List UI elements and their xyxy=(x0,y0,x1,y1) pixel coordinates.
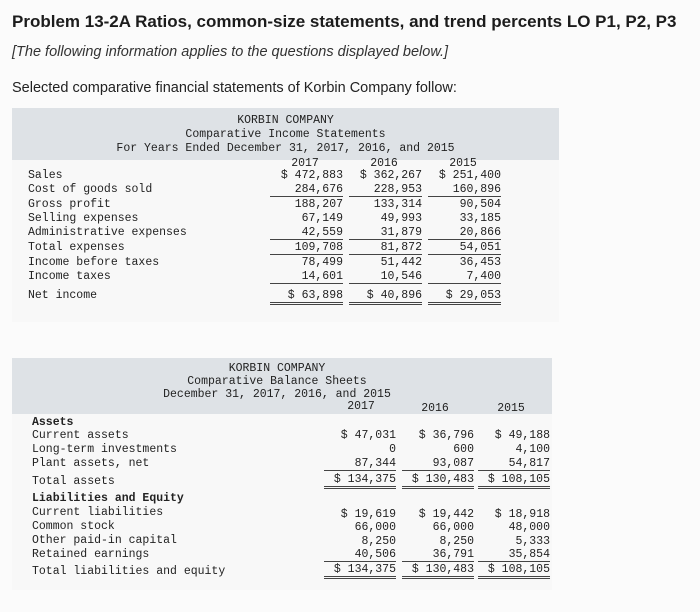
balance-cell: 4,100 xyxy=(515,443,550,456)
problem-note: [The following information applies to the questions displayed below.] xyxy=(12,44,449,60)
balance-cell: 87,344 xyxy=(324,457,396,471)
balance-cell: $ 130,483 xyxy=(402,473,474,489)
income-cell: 67,149 xyxy=(301,212,343,225)
income-cell: $ 251,400 xyxy=(438,169,501,182)
income-cell: 228,953 xyxy=(349,183,422,197)
income-row-label: Total expenses xyxy=(28,241,125,254)
intro-text: Selected comparative financial statements of Korbin Company follow: xyxy=(12,80,457,96)
balance-company-name: KORBIN COMPANY xyxy=(228,362,326,375)
balance-sheet-period: December 31, 2017, 2016, and 2015 xyxy=(163,388,391,401)
income-row-label: Gross profit xyxy=(28,198,111,211)
income-cell: 109,708 xyxy=(270,241,343,255)
balance-cell: $ 49,188 xyxy=(494,429,550,442)
income-cell: 188,207 xyxy=(294,198,343,211)
income-cell: $ 472,883 xyxy=(280,169,343,182)
income-row-label: Sales xyxy=(28,169,63,182)
balance-cell: 5,333 xyxy=(515,535,550,548)
income-cell: 81,872 xyxy=(349,241,422,255)
income-cell: 90,504 xyxy=(459,198,501,211)
income-cell: $ 29,053 xyxy=(428,289,501,305)
balance-cell: $ 18,918 xyxy=(494,508,550,521)
income-cell: 284,676 xyxy=(270,183,343,197)
balance-row-label: Total liabilities and equity xyxy=(32,565,226,578)
balance-year-2017: 2017 xyxy=(347,400,375,413)
income-row-label: Income before taxes xyxy=(28,256,160,269)
income-cell: 31,879 xyxy=(349,226,422,240)
balance-cell: $ 130,483 xyxy=(402,563,474,579)
balance-cell: $ 108,105 xyxy=(478,563,550,579)
income-cell: 160,896 xyxy=(428,183,501,197)
balance-year-2015: 2015 xyxy=(497,402,525,415)
income-company-name: KORBIN COMPANY xyxy=(237,114,334,127)
income-cell: 49,993 xyxy=(380,212,422,225)
income-cell: 14,601 xyxy=(270,270,343,284)
balance-cell: 66,000 xyxy=(432,521,474,534)
income-row-label: Cost of goods sold xyxy=(28,183,153,196)
balance-cell: 8,250 xyxy=(439,535,474,548)
balance-cell: 48,000 xyxy=(508,521,550,534)
income-statement-name: Comparative Income Statements xyxy=(185,128,386,141)
income-row-label: Income taxes xyxy=(28,270,111,283)
balance-row-label: Plant assets, net xyxy=(32,457,150,470)
balance-row-label: Retained earnings xyxy=(32,548,150,561)
income-row-label: Administrative expenses xyxy=(28,226,187,239)
income-year-2015: 2015 xyxy=(449,157,477,170)
income-cell: 33,185 xyxy=(459,212,501,225)
income-year-2017: 2017 xyxy=(291,157,319,170)
income-cell: 78,499 xyxy=(301,256,343,269)
income-year-2016: 2016 xyxy=(370,157,398,170)
income-cell: $ 63,898 xyxy=(270,289,343,305)
income-cell: 54,051 xyxy=(428,241,501,255)
balance-row-label: Other paid-in capital xyxy=(32,534,177,547)
balance-sheet-name: Comparative Balance Sheets xyxy=(187,375,367,388)
balance-cell: 600 xyxy=(453,443,474,456)
income-cell: $ 362,267 xyxy=(359,169,422,182)
income-cell: 7,400 xyxy=(428,270,501,284)
balance-cell: 36,791 xyxy=(402,548,474,562)
balance-cell: 93,087 xyxy=(402,457,474,471)
income-cell: 36,453 xyxy=(459,256,501,269)
balance-row-label: Common stock xyxy=(32,520,115,533)
balance-cell: 0 xyxy=(389,443,396,456)
income-statement-table xyxy=(12,108,559,322)
balance-cell: $ 36,796 xyxy=(418,429,474,442)
balance-cell: 40,506 xyxy=(324,548,396,562)
balance-row-label: Long-term investments xyxy=(32,443,177,456)
balance-cell: 35,854 xyxy=(478,548,550,562)
balance-cell: $ 19,619 xyxy=(340,508,396,521)
balance-row-label: Current assets xyxy=(32,429,129,442)
balance-cell: $ 108,105 xyxy=(478,473,550,489)
income-cell: 20,866 xyxy=(428,226,501,240)
page-title: Problem 13-2A Ratios, common-size statements, and trend percents LO P1, P2, P3 xyxy=(12,12,677,31)
income-cell: 42,559 xyxy=(270,226,343,240)
balance-cell: $ 134,375 xyxy=(324,563,396,579)
balance-cell: 8,250 xyxy=(361,535,396,548)
income-cell: 133,314 xyxy=(373,198,422,211)
balance-row-label: Total assets xyxy=(32,475,115,488)
liabilities-heading: Liabilities and Equity xyxy=(32,492,184,505)
balance-sheet-table xyxy=(12,358,552,590)
balance-row-label: Current liabilities xyxy=(32,506,164,519)
income-cell: 51,442 xyxy=(380,256,422,269)
income-cell: 10,546 xyxy=(349,270,422,284)
balance-cell: $ 47,031 xyxy=(340,429,396,442)
balance-cell: $ 19,442 xyxy=(418,508,474,521)
balance-year-2016: 2016 xyxy=(421,402,449,415)
balance-cell: 66,000 xyxy=(354,521,396,534)
income-statement-period: For Years Ended December 31, 2017, 2016, and 2015 xyxy=(116,142,455,155)
balance-cell: $ 134,375 xyxy=(324,473,396,489)
assets-heading: Assets xyxy=(32,416,74,429)
balance-cell: 54,817 xyxy=(478,457,550,471)
income-row-label: Selling expenses xyxy=(28,212,139,225)
income-cell: $ 40,896 xyxy=(349,289,422,305)
income-row-label: Net income xyxy=(28,289,98,302)
